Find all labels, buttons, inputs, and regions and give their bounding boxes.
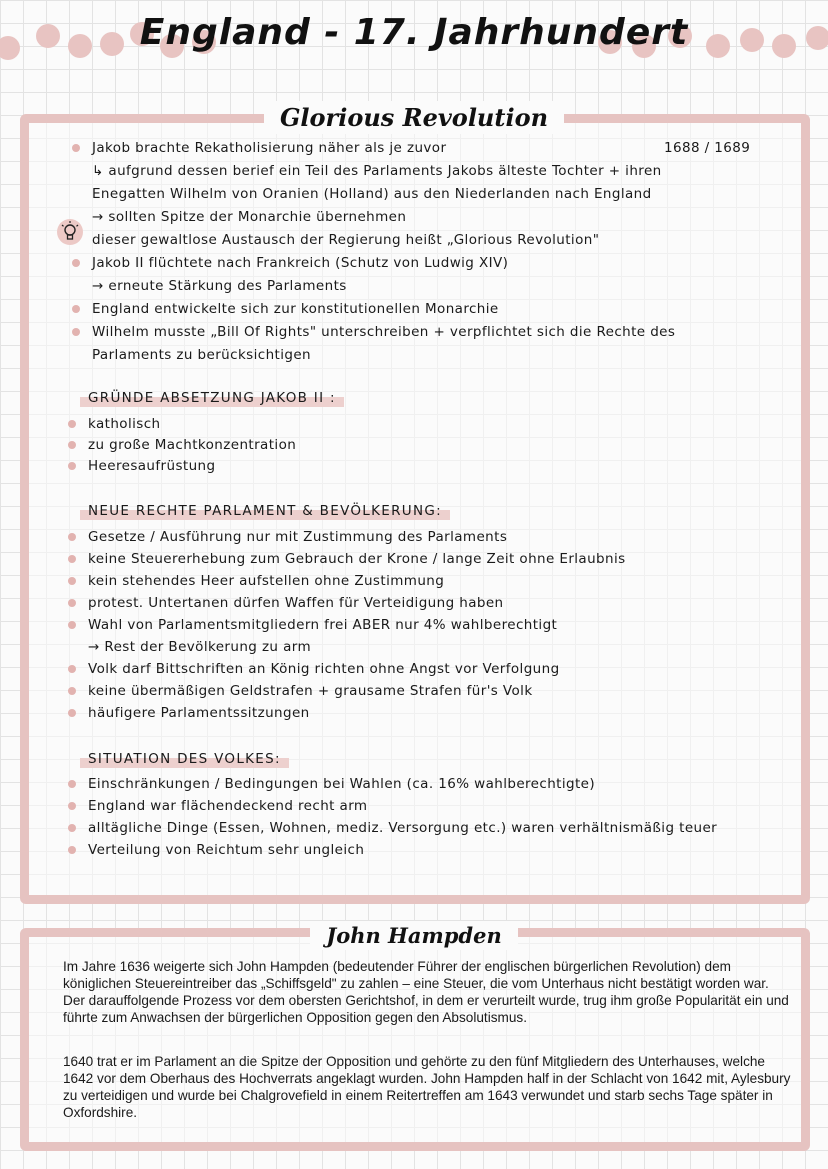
- bullet-dot: [68, 555, 76, 563]
- right-item: kein stehendes Heer aufstellen ohne Zustimmung: [88, 573, 445, 589]
- revolution-line: England entwickelte sich zur konstitutionellen Monarchie: [92, 301, 499, 317]
- revolution-line: Parlaments zu berücksichtigen: [92, 347, 312, 363]
- bullet-dot: [68, 824, 76, 832]
- bullet-dot: [68, 420, 76, 428]
- situation-item: alltägliche Dinge (Essen, Wohnen, mediz. Versorgung etc.) waren verhältnismäßig teuer: [88, 820, 718, 836]
- right-item: protest. Untertanen dürfen Waffen für Verteidigung haben: [88, 595, 504, 611]
- right-item: → Rest der Bevölkerung zu arm: [88, 639, 312, 655]
- revolution-line: ↳ aufgrund dessen berief ein Teil des Parlaments Jakobs älteste Tochter + ihren: [92, 163, 662, 179]
- right-item: Gesetze / Ausführung nur mit Zustimmung des Parlaments: [88, 529, 508, 545]
- revolution-line: Wilhelm musste „Bill Of Rights" unterschreiben + verpflichtet sich die Rechte des: [92, 324, 676, 340]
- hampden-paragraph: 1640 trat er im Parlament an die Spitze der Opposition und gehörte zu den fünf Mitgliedern des Unterhauses, welche 1642 vor dem Oberhaus des Hochverrats angeklagt wurden. John Hampden half in der Schlacht von 1642 mit, Aylesbury zu verteidigen und wurde bei Chalgrovefield in einem Reitertreffen am 1643 verwundet und starb sechs Tage später in Oxfordshire.: [63, 1054, 791, 1120]
- bullet-dot: [72, 305, 80, 313]
- bullet-dot: [68, 621, 76, 629]
- bullet-dot: [68, 462, 76, 470]
- revolution-line: → sollten Spitze der Monarchie übernehmen: [92, 209, 407, 225]
- reason-item: katholisch: [88, 416, 161, 432]
- revolution-line: dieser gewaltlose Austausch der Regierung heißt „Glorious Revolution": [92, 232, 600, 248]
- right-item: keine übermäßigen Geldstrafen + grausame Strafen für's Volk: [88, 683, 533, 699]
- right-item: Volk darf Bittschriften an König richten ohne Angst vor Verfolgung: [88, 661, 560, 677]
- bullet-dot: [68, 687, 76, 695]
- revolution-date: 1688 / 1689: [664, 140, 751, 156]
- bullet-dot: [72, 328, 80, 336]
- situation-item: Einschränkungen / Bedingungen bei Wahlen (ca. 16% wahlberechtigte): [88, 776, 596, 792]
- situation-item: Verteilung von Reichtum sehr ungleich: [88, 842, 365, 858]
- bullet-dot: [68, 709, 76, 717]
- revolution-line: Jakob II flüchtete nach Frankreich (Schutz von Ludwig XIV): [92, 255, 509, 271]
- page-title: England - 17. Jahrhundert: [139, 12, 689, 53]
- reason-item: Heeresaufrüstung: [88, 458, 216, 474]
- revolution-line: Jakob brachte Rekatholisierung näher als je zuvor: [92, 140, 447, 156]
- bullet-dot: [72, 259, 80, 267]
- situation-item: England war flächendeckend recht arm: [88, 798, 368, 814]
- john-hampden-title: [0, 921, 828, 950]
- john-hampden-title-text: John Hampden: [310, 921, 517, 950]
- bullet-dot: [72, 144, 80, 152]
- revolution-line: → erneute Stärkung des Parlaments: [92, 278, 347, 294]
- right-item: häufigere Parlamentssitzungen: [88, 705, 310, 721]
- lightbulb-icon: [57, 219, 83, 245]
- bullet-dot: [68, 441, 76, 449]
- right-item: keine Steuererhebung zum Gebrauch der Krone / lange Zeit ohne Erlaubnis: [88, 551, 626, 567]
- bullet-dot: [68, 599, 76, 607]
- bullet-dot: [68, 802, 76, 810]
- bullet-dot: [68, 577, 76, 585]
- glorious-revolution-title-text: Glorious Revolution: [264, 101, 564, 134]
- reason-item: zu große Machtkonzentration: [88, 437, 297, 453]
- reasons-heading: GRÜNDE ABSETZUNG JAKOB II :: [80, 389, 344, 407]
- bullet-dot: [68, 665, 76, 673]
- right-item: Wahl von Parlamentsmitgliedern frei ABER nur 4% wahlberechtigt: [88, 617, 558, 633]
- hampden-paragraph: Im Jahre 1636 weigerte sich John Hampden (bedeutender Führer der englischen bürgerlichen Revolution) dem königlichen Steuereintreiber das „Schiffsgeld" zu zahlen – eine Steuer, die vom Unterhaus nicht bestätigt worden war. Der darauffolgende Prozess vor dem obersten Gerichtshof, in dem er verurteilt wurde, trug ihm große Popularität ein und führte zum Anwachsen der bürgerlichen Opposition gegen den Absolutismus.: [63, 959, 789, 1025]
- bullet-dot: [68, 533, 76, 541]
- bullet-dot: [68, 780, 76, 788]
- revolution-line: Enegatten Wilhelm von Oranien (Holland) aus den Niederlanden nach England: [92, 186, 652, 202]
- rights-heading: NEUE RECHTE PARLAMENT & BEVÖLKERUNG:: [80, 502, 450, 520]
- bullet-dot: [68, 846, 76, 854]
- glorious-revolution-title: [0, 101, 828, 134]
- situation-heading: SITUATION DES VOLKES:: [80, 750, 289, 768]
